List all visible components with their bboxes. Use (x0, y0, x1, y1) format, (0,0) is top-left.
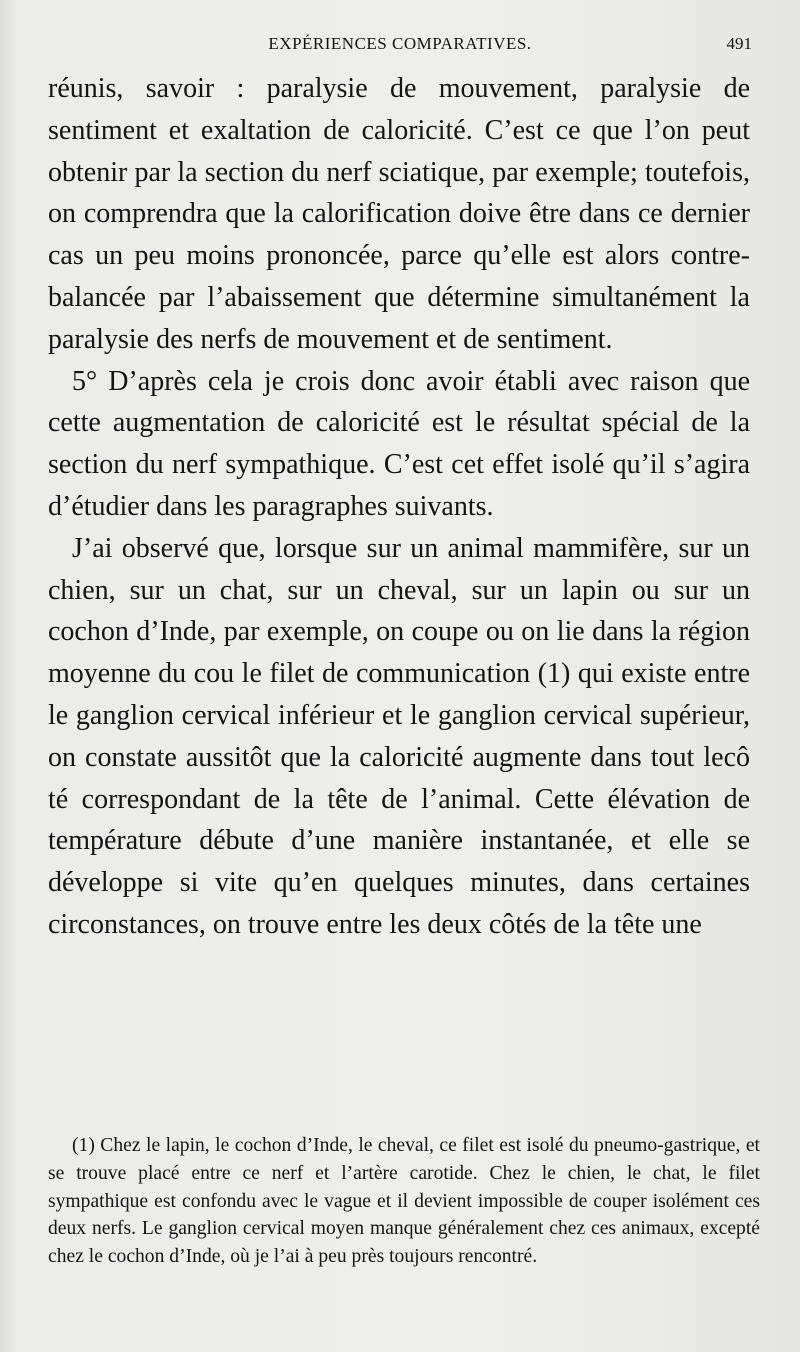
running-head (48, 34, 752, 58)
footnotes (48, 1132, 760, 1271)
paragraph-observation: J’ai observé que, lorsque sur un animal mammifère, sur un chien, sur un chat, sur un cheval, sur un lapin ou sur un cochon d’Inde, par exemple, on coupe ou on lie dans la région moyenne du cou le filet de communication (1) qui existe entre le ganglion cervical inférieur et le ganglion cervical supérieur, on constate aussitôt que la caloricité augmente dans tout lecô té correspondant de la tête de l’animal. Cette élévation de température débute d’une manière instantanée, et elle se développe si vite qu’en quelques minutes, dans certaines circonstances, on trouve entre les deux côtés de la tête une (48, 532, 750, 940)
paragraph-continuation: réunis, savoir : paralysie de mouvement, paralysie de sentiment et exaltation de caloricité. C’est ce que l’on peut obtenir par la section du nerf sciatique, par exemple; toutefois, on comprendra que la calorification doive être dans ce dernier cas un peu moins prononcée, parce qu’elle est alors contre-balancée par l’abaissement que détermine simultanément la paralysie des nerfs de mouvement et de sentiment. (48, 73, 750, 355)
running-title: EXPÉRIENCES COMPARATIVES. (268, 34, 532, 53)
footnote-1: (1) Chez le lapin, le cochon d’Inde, le cheval, ce filet est isolé du pneumo-gastrique, et se trouve placé entre ce nerf et l’artère carotide. Chez le chien, le chat, le filet sympathique est confondu avec le vague et il devient impossible de couper isolément ces deux nerfs. Le ganglion cervical moyen manque généralement chez ces animaux, excepté chez le cochon d’Inde, où je l’ai à peu près toujours rencontré. (48, 1135, 760, 1268)
paragraph-point-5: 5° D’après cela je crois donc avoir établi avec raison que cette augmentation de caloricité est le résultat spécial de la section du nerf sympathique. C’est cet effet isolé qu’il s’agira d’étudier dans les paragraphes suivants. (48, 365, 750, 522)
page-number: 491 (726, 34, 752, 53)
body-text (48, 68, 750, 946)
